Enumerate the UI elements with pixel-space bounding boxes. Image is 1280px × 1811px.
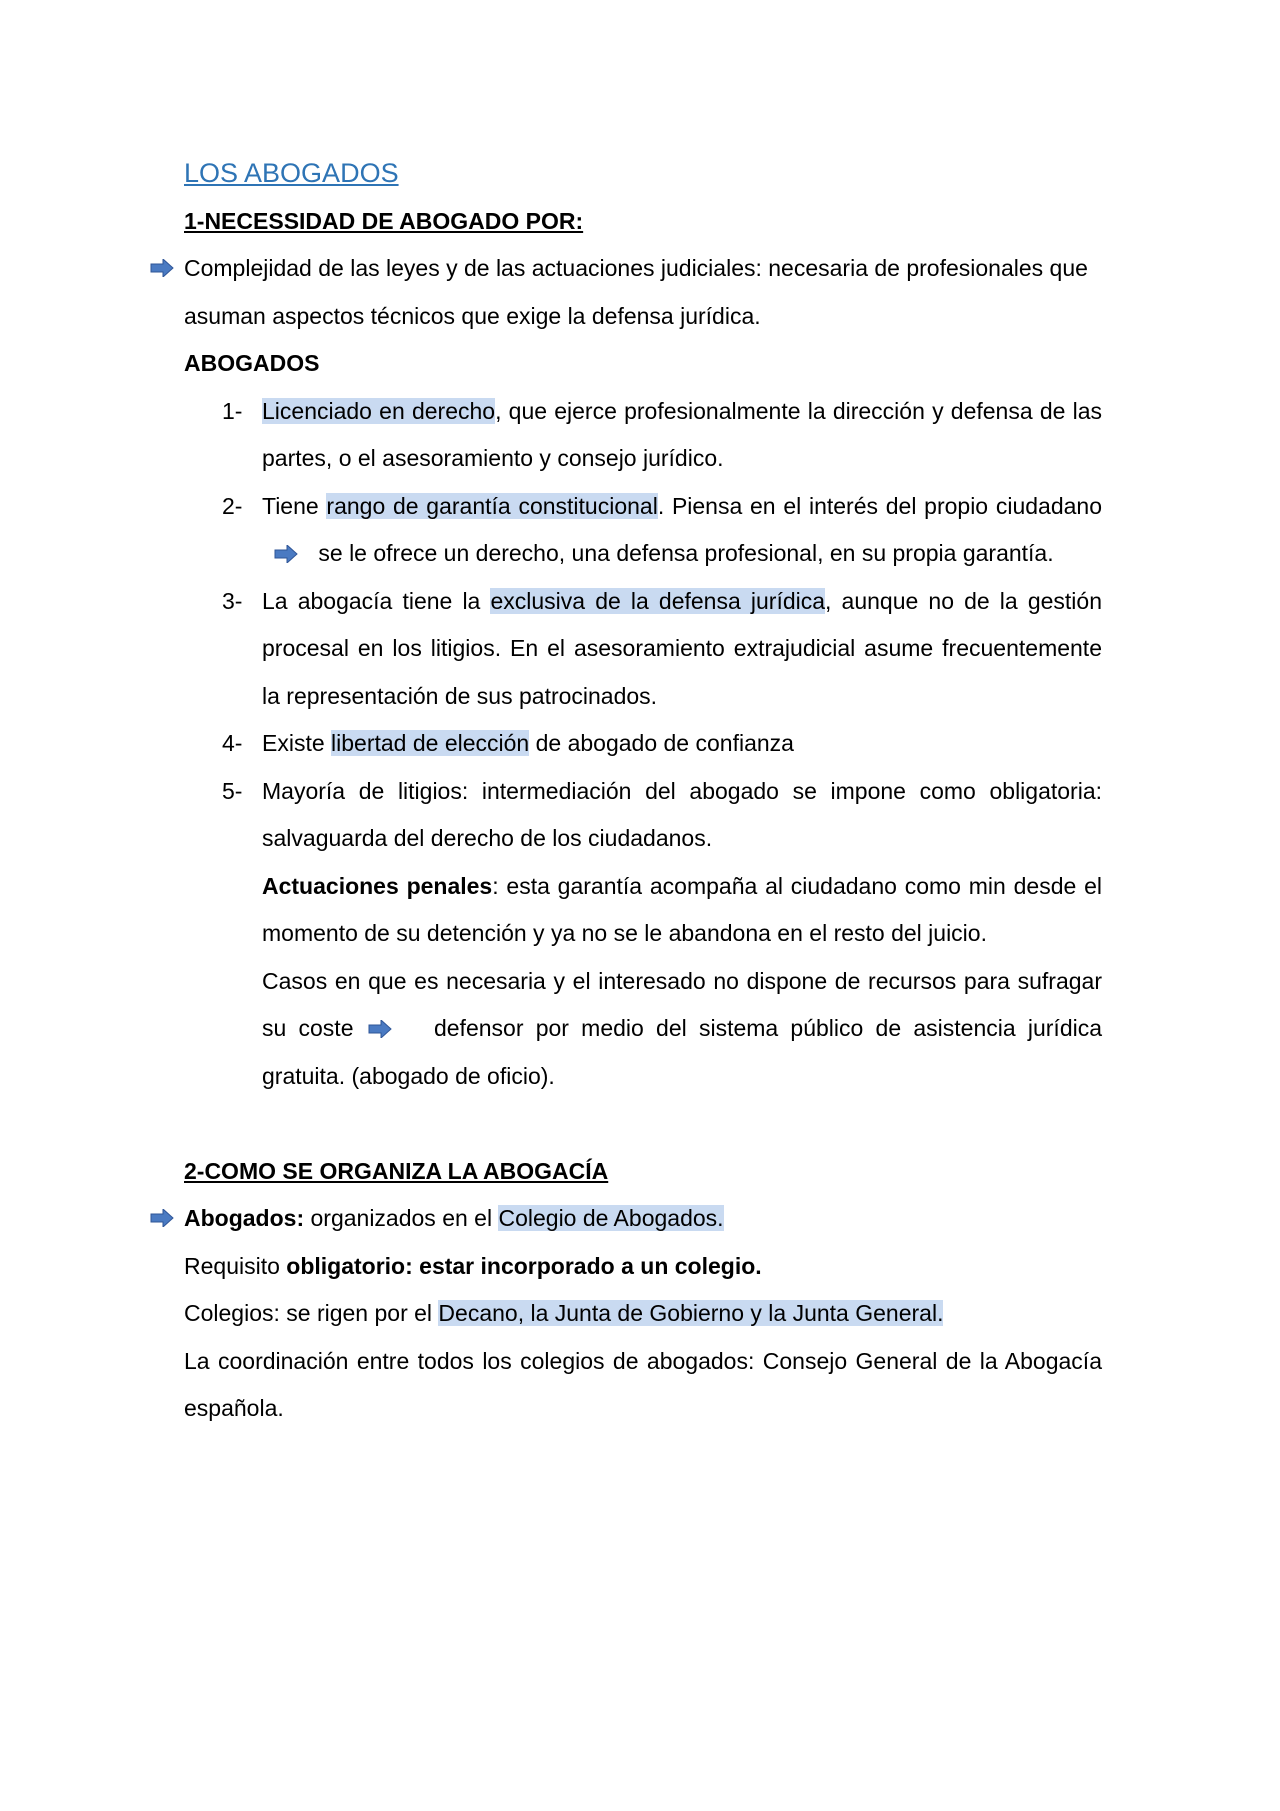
- list-number: 5-: [222, 777, 243, 804]
- abogados-subheading: ABOGADOS: [184, 350, 320, 376]
- item-text: Existe: [262, 730, 332, 756]
- document-body: [184, 150, 1102, 1433]
- highlight: Licenciado en derecho: [262, 397, 496, 424]
- section-2-heading: 2-COMO SE ORGANIZA LA ABOGACÍA: [184, 1157, 609, 1184]
- casos-paragraph: [184, 958, 1102, 1101]
- right-arrow-icon: [150, 259, 174, 277]
- intro-paragraph: [184, 245, 1102, 340]
- list-item: [184, 578, 1102, 721]
- right-arrow-icon: [150, 1209, 174, 1227]
- item-text: Mayoría de litigios: intermediación del abogado se impone como obligatoria: salvaguarda del derecho de los ciudadanos.: [262, 777, 1102, 851]
- abogados-list: [184, 388, 1102, 863]
- requisito-paragraph: [184, 1243, 1102, 1291]
- item-text: La abogacía tiene la: [262, 587, 491, 614]
- item-text: de abogado de confianza: [529, 730, 794, 756]
- list-item: [184, 388, 1102, 483]
- right-arrow-icon: [368, 1020, 392, 1038]
- highlight: Colegio de Abogados.: [498, 1205, 724, 1231]
- page-title: LOS ABOGADOS: [184, 158, 399, 188]
- right-arrow-icon: [274, 545, 298, 563]
- list-number: 3-: [222, 587, 243, 614]
- spacer: [184, 1100, 1102, 1148]
- list-item: [184, 720, 1102, 768]
- intro-text: Complejidad de las leyes y de las actuaciones judiciales: necesaria de profesionales que asuman aspectos técnicos que exige la defensa jurídica.: [184, 255, 1088, 329]
- requisito-bold: obligatorio: estar incorporado a un colegio.: [286, 1252, 762, 1279]
- list-item: [184, 483, 1102, 578]
- abogados-label: Abogados:: [184, 1205, 305, 1231]
- item-text: , que ejerce profesionalmente la dirección y defensa de las partes, o el asesoramiento y consejo jurídico.: [262, 397, 1103, 471]
- colegios-paragraph: [184, 1290, 1102, 1338]
- item-text: , aunque no de la gestión procesal en los litigios. En el asesoramiento extrajudicial asume frecuentemente la representación de sus patrocinados.: [262, 587, 1102, 709]
- penal-text: : esta garantía acompaña al ciudadano como min desde el momento de su detención y ya no se le abandona en el resto del juicio.: [262, 872, 1102, 946]
- item-text: se le ofrece un derecho, una defensa profesional, en su propia garantía.: [318, 540, 1054, 566]
- highlight: exclusiva de la defensa jurídica: [490, 587, 826, 614]
- abogados-colegio-paragraph: [184, 1195, 1102, 1243]
- list-number: 2-: [222, 492, 243, 519]
- paragraph-text: Colegios: se rigen por el: [184, 1300, 439, 1326]
- item-text: . Piensa en el interés del propio ciudadano: [657, 492, 1102, 519]
- casos-text-end: defensor por medio del sistema público de asistencia jurídica gratuita. (abogado de oficio).: [262, 1015, 1103, 1089]
- list-item: [184, 768, 1102, 863]
- highlight: libertad de elección: [331, 730, 530, 756]
- highlight: rango de garantía constitucional: [326, 492, 658, 519]
- list-number: 4-: [222, 730, 243, 756]
- highlight: Decano, la Junta de Gobierno y la Junta General.: [438, 1300, 944, 1326]
- penal-paragraph: [184, 863, 1102, 958]
- penal-label: Actuaciones penales: [262, 872, 493, 899]
- paragraph-text: organizados en el: [304, 1205, 499, 1231]
- list-number: 1-: [222, 397, 243, 424]
- paragraph-text: Requisito: [184, 1252, 287, 1279]
- coordinacion-paragraph: La coordinación entre todos los colegios de abogados: Consejo General de la Abogacía española.: [184, 1347, 1102, 1421]
- section-1-heading: 1-NECESSIDAD DE ABOGADO POR:: [184, 207, 584, 234]
- casos-text: Casos en que es necesaria y el interesado no dispone de recursos para sufragar su coste: [262, 967, 1102, 1041]
- item-text: Tiene: [262, 492, 327, 519]
